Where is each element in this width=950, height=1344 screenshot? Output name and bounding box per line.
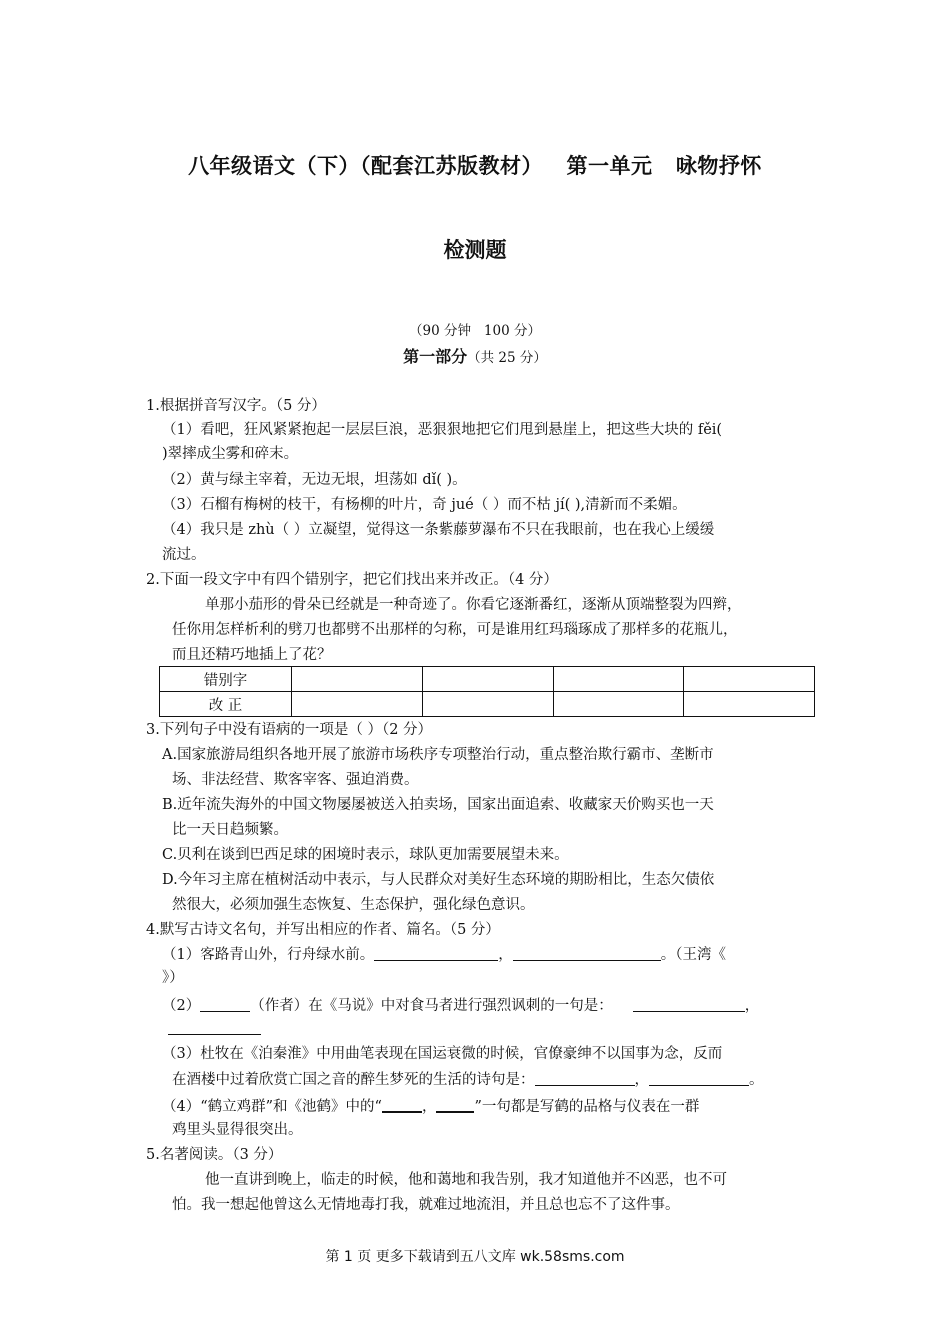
correction-table: [159, 666, 815, 717]
part-score: （共 25 分）: [467, 350, 547, 366]
fill-blank[interactable]: [436, 1095, 474, 1113]
fill-blank[interactable]: [382, 1095, 422, 1113]
wrong-char-label: 错别字: [160, 667, 292, 692]
q4-item-3-text: 在酒楼中过着欣赏亡国之音的醉生梦死的生活的诗句是：: [172, 1072, 535, 1088]
q1-line-4: （3）石榴有梅树的枝干，有杨柳的叶片，奇 jué（ ）而不枯 jí( ),清新而不柔媚。: [162, 497, 687, 513]
q4-comma: ，: [634, 1072, 649, 1088]
fill-blank[interactable]: [513, 944, 661, 961]
answer-cell[interactable]: [684, 692, 815, 717]
exam-duration: （90 分钟 100 分）: [409, 323, 541, 339]
q3-option-a-line-2: 场、非法经营、欺客宰客、强迫消费。: [172, 772, 419, 788]
q4-line-3: （3）杜牧在《泊秦淮》中用曲笔表现在国运衰微的时候，官僚豪绅不以国事为念，反而: [162, 1046, 723, 1062]
q2-passage-line-1: 单那小茄形的骨朵已经就是一种奇迹了。你看它逐渐番红，逐渐从顶端整裂为四辫，: [205, 597, 742, 613]
q1-line-6: 流过。: [162, 547, 206, 563]
q3-option-d-line-1: D.今年习主席在植树活动中表示，与人民群众对美好生态环境的期盼相比，生态欠债依: [162, 872, 715, 888]
q3-option-b-line-1: B.近年流失海外的中国文物屡屡被送入拍卖场，国家出面追索、收藏家天价购买也一天: [162, 797, 714, 813]
answer-cell[interactable]: [422, 667, 553, 692]
q4-line-1: [162, 944, 726, 965]
q4-item-4-text-2: ”一句都是写鹤的品格与仪表在一群: [474, 1099, 700, 1115]
q4-stem: 4.默写古诗文名句，并写出相应的作者、篇名。（5 分）: [146, 922, 500, 938]
q3-option-c: C.贝利在谈到巴西足球的困境时表示，球队更加需要展望未来。: [162, 847, 569, 863]
document-title: 八年级语文（下）（配套江苏版教材） 第一单元 咏物抒怀: [188, 154, 762, 178]
table-row: [160, 667, 815, 692]
q1-line-5: （4）我只是 zhù（ ）立凝望，觉得这一条紫藤萝瀑布不只在我眼前，也在我心上缓缓: [162, 522, 715, 538]
q4-period: 。: [749, 1072, 764, 1088]
q4-line-4: [162, 1095, 699, 1117]
q5-passage-line-1: 他一直讲到晚上，临走的时候，他和蔼地和我告别，我才知道他并不凶恶，也不可: [205, 1172, 727, 1188]
document-subtitle: 检测题: [443, 238, 507, 262]
q4-item-2-number: （2）: [162, 998, 201, 1014]
fill-blank[interactable]: [633, 995, 745, 1012]
q2-stem: 2.下面一段文字中有四个错别字，把它们找出来并改正。（4 分）: [146, 572, 558, 588]
q3-stem: 3.下列句子中没有语病的一项是（ ）（2 分）: [146, 722, 433, 738]
q4-line-4b: 鸡里头显得很突出。: [172, 1122, 303, 1138]
answer-cell[interactable]: [684, 667, 815, 692]
q4-line-1b: 》）: [162, 970, 184, 986]
fill-blank-author[interactable]: [200, 995, 250, 1012]
page-footer: 第 1 页 更多下载请到五八文库 wk.58sms.com: [325, 1249, 625, 1265]
q1-line-3: （2）黄与绿主宰着，无边无垠，坦荡如 dǐ( )。: [162, 472, 467, 488]
q5-stem: 5.名著阅读。（3 分）: [146, 1147, 283, 1163]
q3-option-b-line-2: 比一天日趋频繁。: [172, 822, 288, 838]
q4-line-3b: [172, 1069, 764, 1090]
q5-passage-line-2: 怕。我一想起他曾这么无情地毒打我，就难过地流泪，并且总也忘不了这件事。: [172, 1197, 680, 1213]
answer-cell[interactable]: [553, 692, 684, 717]
q1-stem: 1.根据拼音写汉字。（5 分）: [146, 398, 326, 414]
fill-blank[interactable]: [168, 1018, 261, 1035]
correction-label: 改 正: [160, 692, 292, 717]
q4-comma: ，: [744, 998, 760, 1014]
part-heading: [0, 344, 950, 367]
q3-option-d-line-2: 然很大，必须加强生态恢复、生态保护，强化绿色意识。: [172, 897, 535, 913]
table-row: [160, 692, 815, 717]
q1-line-2: )翠摔成尘雾和碎末。: [162, 446, 299, 462]
fill-blank[interactable]: [535, 1069, 635, 1086]
q1-line-1: （1）看吧，狂风紧紧抱起一层层巨浪，恶狠狠地把它们甩到悬崖上，把这些大块的 fěi(: [162, 422, 723, 438]
q2-passage-line-3: 而且还精巧地插上了花？: [172, 647, 332, 663]
q4-comma: ，: [421, 1099, 437, 1115]
q4-item-2-text: （作者）在《马说》中对食马者进行强烈讽刺的一句是：: [250, 998, 613, 1014]
q2-passage-line-2: 任你用怎样析利的劈刀也都劈不出那样的匀称，可是谁用红玛瑙琢成了那样多的花瓶儿，: [172, 622, 738, 638]
q4-poem-line: （1）客路青山外，行舟绿水前。: [162, 947, 375, 963]
answer-cell[interactable]: [292, 692, 423, 717]
q4-item-4-text: （4）“鹤立鸡群”和《池鹤》中的“: [162, 1099, 382, 1115]
q4-comma: ，: [498, 947, 513, 963]
answer-cell[interactable]: [292, 667, 423, 692]
q3-option-a-line-1: A.国家旅游局组织各地开展了旅游市场秩序专项整治行动，重点整治欺行霸市、垄断市: [162, 747, 714, 763]
q4-author-prefix: 。（王湾《: [660, 947, 726, 963]
part-title: 第一部分: [403, 347, 468, 366]
answer-cell[interactable]: [553, 667, 684, 692]
answer-cell[interactable]: [422, 692, 553, 717]
fill-blank[interactable]: [649, 1069, 749, 1086]
q4-line-2: [162, 995, 759, 1016]
fill-blank[interactable]: [374, 944, 498, 961]
